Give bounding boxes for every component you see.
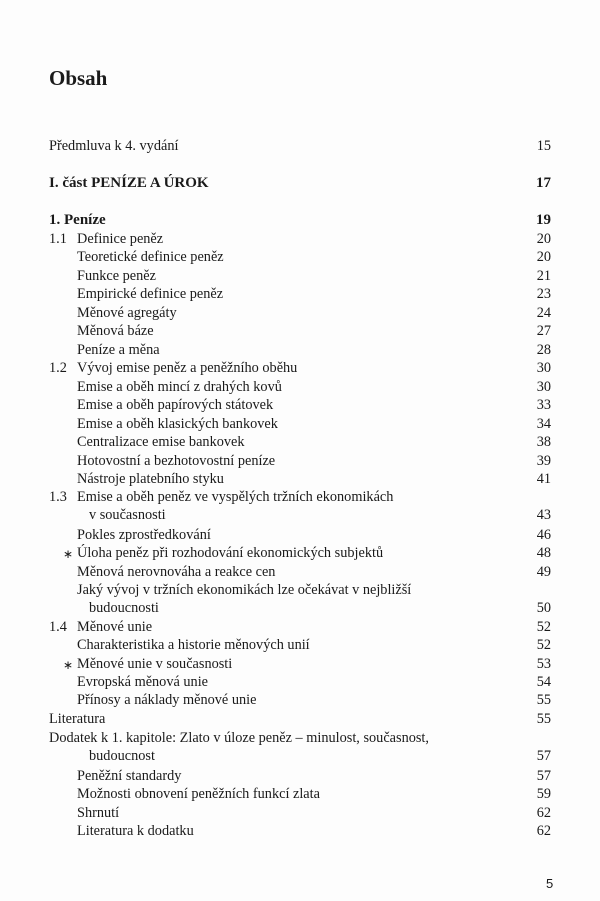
entry-page-number: 53 bbox=[536, 656, 551, 672]
entry-title: Empirické definice peněz bbox=[77, 286, 224, 302]
asterisk-marker: ∗ bbox=[63, 547, 74, 561]
entry-page-number: 38 bbox=[536, 434, 551, 450]
entry-page-number: 15 bbox=[536, 138, 551, 154]
entry-page-number: 28 bbox=[536, 342, 551, 358]
entry-page-number: 54 bbox=[536, 674, 551, 690]
entry-page-number: 57 bbox=[536, 768, 551, 784]
entry-title: Funkce peněz bbox=[77, 268, 156, 284]
entry-title: Vývoj emise peněz a peněžního oběhu bbox=[77, 360, 298, 376]
entry-title: Evropská měnová unie bbox=[77, 674, 209, 690]
entry-page-number: 30 bbox=[536, 360, 551, 376]
entry-title: Přínosy a náklady měnové unie bbox=[77, 692, 257, 708]
entry-title: Centralizace emise bankovek bbox=[77, 434, 245, 450]
entry-page-number: 55 bbox=[536, 692, 551, 708]
section-number: 1.2 bbox=[49, 360, 67, 376]
entry-title: Měnová nerovnováha a reakce cen bbox=[77, 564, 276, 580]
entry-title: Nástroje platebního styku bbox=[77, 471, 224, 487]
section-number: 1.4 bbox=[49, 619, 67, 635]
entry-title: Měnová báze bbox=[77, 323, 154, 339]
toc-entry bbox=[0, 673, 600, 691]
toc-entry bbox=[0, 581, 600, 616]
entry-page-number: 17 bbox=[536, 175, 551, 191]
entry-title: Hotovostní a bezhotovostní peníze bbox=[77, 453, 276, 469]
entry-page-number: 43 bbox=[536, 507, 551, 523]
toc-entry bbox=[0, 211, 600, 229]
entry-title: Definice peněz bbox=[77, 231, 164, 247]
entry-page-number: 34 bbox=[536, 416, 551, 432]
entry-title: Teoretické definice peněz bbox=[77, 249, 224, 265]
toc-entry bbox=[0, 729, 600, 764]
toc-entry bbox=[0, 248, 600, 266]
entry-title-continuation: budoucnosti bbox=[89, 600, 159, 616]
entry-page-number: 39 bbox=[536, 453, 551, 469]
toc-entry bbox=[0, 433, 600, 451]
entry-page-number: 55 bbox=[536, 711, 551, 727]
entry-title: 1. Peníze bbox=[49, 212, 106, 228]
entry-title: Úloha peněz při rozhodování ekonomických subjektů bbox=[77, 545, 384, 561]
toc-entry bbox=[0, 636, 600, 654]
entry-page-number: 41 bbox=[536, 471, 551, 487]
entry-title: Jaký vývoj v tržních ekonomikách lze očekávat v nejbližší bbox=[77, 582, 412, 598]
entry-page-number: 20 bbox=[536, 249, 551, 265]
toc-entry bbox=[0, 526, 600, 544]
entry-page-number: 48 bbox=[536, 545, 551, 561]
entry-title: Měnové agregáty bbox=[77, 305, 177, 321]
entry-title: Dodatek k 1. kapitole: Zlato v úloze peněz – minulost, současnost, bbox=[49, 730, 429, 746]
entry-page-number: 57 bbox=[536, 748, 551, 764]
toc-entry bbox=[0, 804, 600, 822]
toc-entry bbox=[0, 341, 600, 359]
entry-title: Emise a oběh papírových státovek bbox=[77, 397, 274, 413]
toc-entry bbox=[0, 767, 600, 785]
entry-page-number: 20 bbox=[536, 231, 551, 247]
toc-entry bbox=[0, 655, 600, 673]
page-title: Obsah bbox=[49, 66, 108, 90]
entry-title: Literatura k dodatku bbox=[77, 823, 194, 839]
toc-entry bbox=[0, 396, 600, 414]
entry-page-number: 21 bbox=[536, 268, 551, 284]
entry-title: Emise a oběh peněz ve vyspělých tržních ekonomikách bbox=[77, 489, 394, 505]
entry-page-number: 24 bbox=[536, 305, 551, 321]
entry-title-continuation: budoucnost bbox=[89, 748, 155, 764]
page-number: 5 bbox=[546, 876, 554, 891]
entry-page-number: 19 bbox=[536, 212, 551, 228]
toc-entry bbox=[0, 174, 600, 192]
entry-page-number: 46 bbox=[536, 527, 551, 543]
asterisk-marker: ∗ bbox=[63, 658, 74, 672]
entry-title-continuation: v současnosti bbox=[89, 507, 166, 523]
entry-page-number: 52 bbox=[536, 637, 551, 653]
entry-title: Peníze a měna bbox=[77, 342, 160, 358]
entry-page-number: 62 bbox=[536, 805, 551, 821]
section-number: 1.1 bbox=[49, 231, 67, 247]
toc-entry bbox=[0, 785, 600, 803]
toc-entry bbox=[0, 452, 600, 470]
toc-entry bbox=[0, 304, 600, 322]
entry-title: I. část PENÍZE A ÚROK bbox=[49, 175, 209, 191]
entry-page-number: 33 bbox=[536, 397, 551, 413]
entry-title: Literatura bbox=[49, 711, 106, 727]
section-number: 1.3 bbox=[49, 489, 67, 505]
entry-title: Emise a oběh mincí z drahých kovů bbox=[77, 379, 282, 395]
toc-entry bbox=[0, 470, 600, 488]
entry-title: Charakteristika a historie měnových unií bbox=[77, 637, 310, 653]
toc-entry bbox=[0, 285, 600, 303]
toc-entry bbox=[0, 322, 600, 340]
entry-page-number: 23 bbox=[536, 286, 551, 302]
entry-page-number: 30 bbox=[536, 379, 551, 395]
entry-page-number: 49 bbox=[536, 564, 551, 580]
toc-entry bbox=[0, 359, 600, 377]
toc-entry bbox=[0, 267, 600, 285]
entry-title: Měnové unie v současnosti bbox=[77, 656, 233, 672]
toc-entry bbox=[0, 618, 600, 636]
entry-title: Peněžní standardy bbox=[77, 768, 182, 784]
entry-page-number: 50 bbox=[536, 600, 551, 616]
entry-page-number: 59 bbox=[536, 786, 551, 802]
entry-page-number: 62 bbox=[536, 823, 551, 839]
toc-entry bbox=[0, 488, 600, 523]
toc-entry bbox=[0, 137, 600, 155]
toc-entry bbox=[0, 563, 600, 581]
toc-entry bbox=[0, 415, 600, 433]
toc-entry bbox=[0, 378, 600, 396]
entry-title: Shrnutí bbox=[77, 805, 120, 821]
entry-title: Pokles zprostředkování bbox=[77, 527, 211, 543]
toc-entry bbox=[0, 710, 600, 728]
toc-entry bbox=[0, 544, 600, 562]
toc-entry bbox=[0, 230, 600, 248]
toc-entry bbox=[0, 822, 600, 840]
entry-title: Možnosti obnovení peněžních funkcí zlata bbox=[77, 786, 320, 802]
entry-title: Emise a oběh klasických bankovek bbox=[77, 416, 278, 432]
entry-page-number: 27 bbox=[536, 323, 551, 339]
entry-page-number: 52 bbox=[536, 619, 551, 635]
entry-title: Předmluva k 4. vydání bbox=[49, 138, 179, 154]
toc-entry bbox=[0, 691, 600, 709]
entry-title: Měnové unie bbox=[77, 619, 153, 635]
